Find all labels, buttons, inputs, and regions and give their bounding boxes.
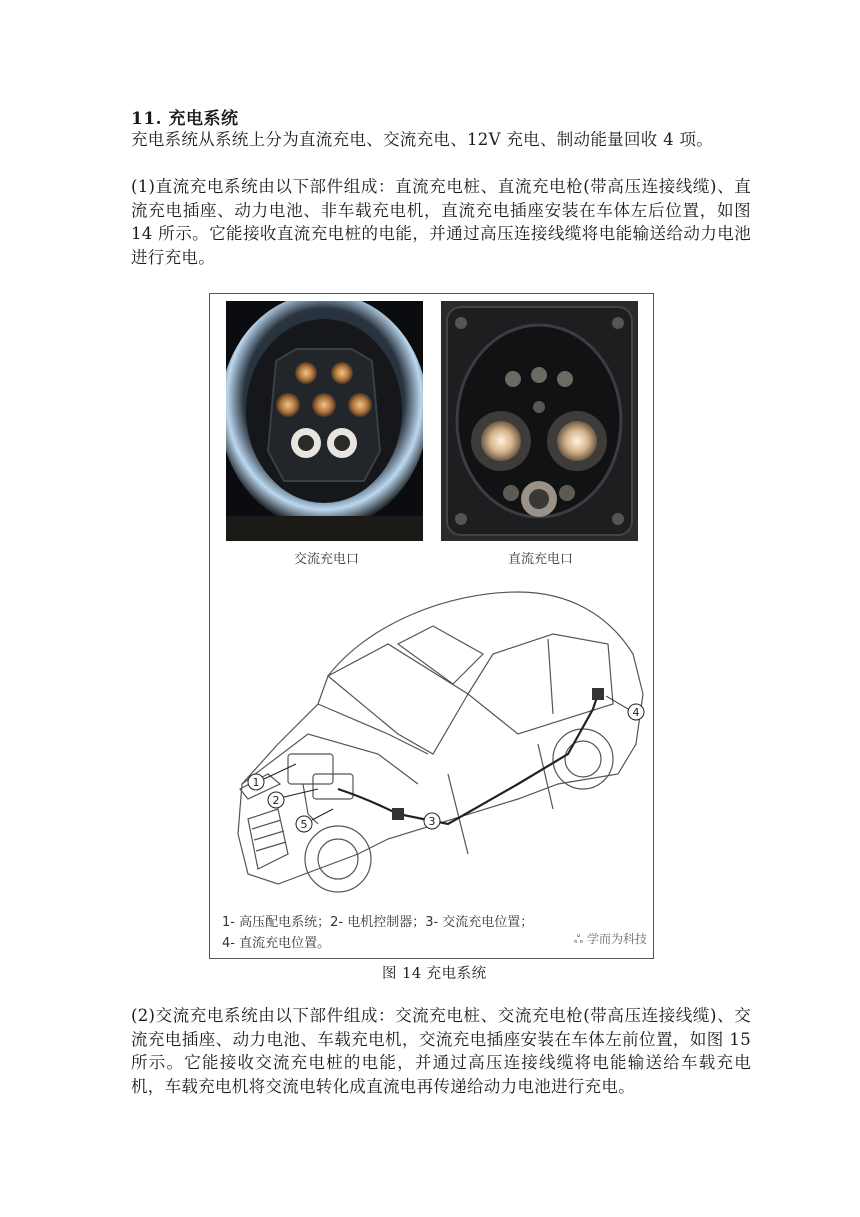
callout-5: 5	[300, 818, 308, 831]
legend-line-1: 1- 高压配电系统；2- 电机控制器；3- 交流充电位置；	[222, 915, 534, 930]
dc-charging-port-photo	[441, 301, 638, 541]
dc-port-caption: 直流充电口	[508, 552, 574, 567]
callout-1: 1	[252, 776, 260, 789]
section-heading: 11. 充电系统	[131, 109, 239, 129]
ac-charging-paragraph: (2)交流充电系统由以下部件组成：交流充电桩、交流充电枪(带高压连接线缆)、交流充电插座、动力电池、车载充电机，交流充电插座安装在车体左前位置，如图 15 所示。它能接收交流充电桩的电能，并通过高压连接线缆将电能输送给车载充电机，车载充电机将交流电转化成直流电再传递给动力电池进行充电。	[131, 1006, 751, 1096]
watermark-text: 学而为科技	[586, 932, 647, 946]
dc-charging-paragraph: (1)直流充电系统由以下部件组成：直流充电桩、直流充电枪(带高压连接线缆)、直流充电插座、动力电池、非车载充电机，直流充电插座安装在车体左后位置，如图 14 所示。它能接收直流充电桩的电能，并通过高压连接线缆将电能输送给动力电池进行充电。	[131, 177, 751, 267]
watermark	[574, 930, 647, 948]
car-charging-diagram	[218, 584, 646, 914]
intro-paragraph: 充电系统从系统上分为直流充电、交流充电、12V 充电、制动能量回收 4 项。	[131, 130, 714, 149]
charging-system-figure	[209, 293, 654, 959]
figure-caption: 图 14 充电系统	[382, 966, 487, 982]
wechat-icon: ஃ	[573, 932, 587, 946]
callout-2: 2	[272, 794, 280, 807]
ac-port-caption: 交流充电口	[294, 552, 360, 567]
ac-charging-port-photo	[226, 301, 423, 541]
legend-line-2: 4- 直流充电位置。	[222, 936, 331, 951]
figure-legend	[222, 912, 533, 954]
callout-3: 3	[428, 815, 436, 828]
callout-4: 4	[632, 706, 640, 719]
